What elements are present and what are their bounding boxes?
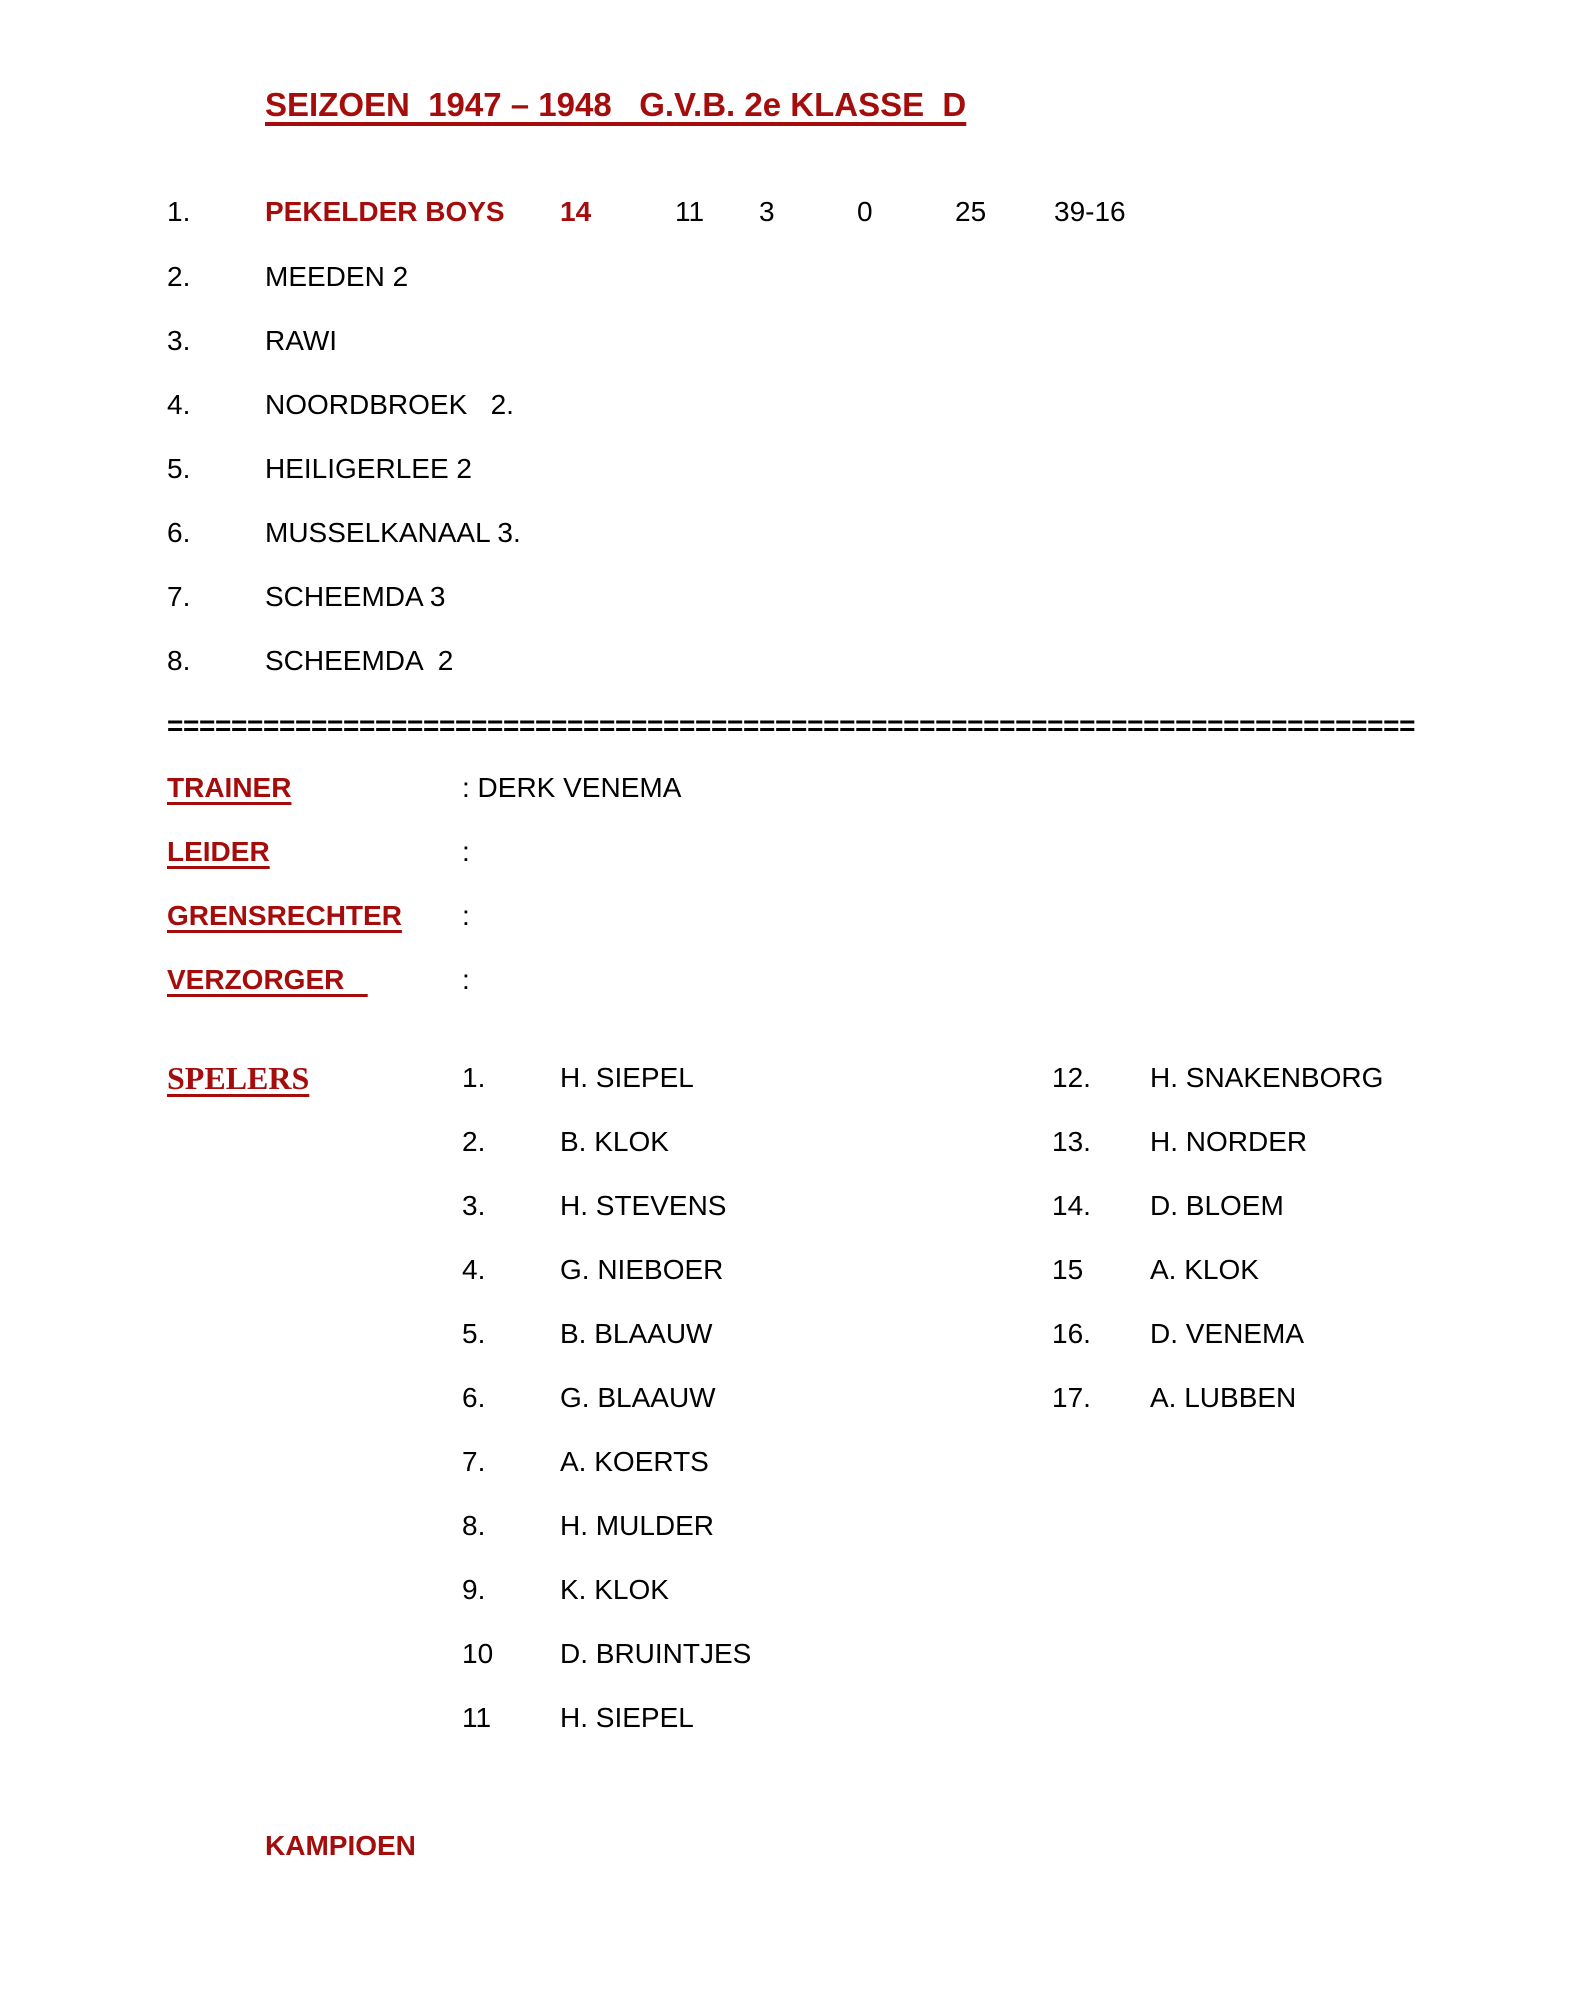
rank: 6. (167, 517, 191, 548)
player-name: H. SIEPEL (560, 1702, 694, 1733)
player-number: 16. (1052, 1318, 1091, 1349)
team-name: PEKELDER BOYS (265, 196, 505, 227)
player-number: 11 (462, 1702, 492, 1733)
player-name: H. MULDER (560, 1510, 715, 1541)
team-name: HEILIGERLEE 2 (265, 453, 472, 484)
player-number: 10 (462, 1638, 494, 1669)
player-number: 17. (1052, 1382, 1091, 1413)
player-number: 13. (1052, 1126, 1091, 1157)
player-number: 6. (462, 1382, 486, 1413)
player-number: 1. (462, 1062, 486, 1093)
rank: 3. (167, 325, 191, 356)
team-name: NOORDBROEK 2. (265, 389, 514, 420)
player-name: D. BLOEM (1150, 1190, 1284, 1221)
rank: 5. (167, 453, 191, 484)
player-name: A. KOERTS (560, 1446, 709, 1477)
staff-value: : (462, 964, 470, 995)
player-number: 15 (1052, 1254, 1084, 1285)
player-number: 12. (1052, 1062, 1091, 1093)
staff-role: GRENSRECHTER (167, 900, 402, 931)
player-number: 5. (462, 1318, 486, 1349)
lost: 0 (857, 196, 873, 227)
player-name: H. STEVENS (560, 1190, 727, 1221)
player-number: 9. (462, 1574, 486, 1605)
staff-value: : DERK VENEMA (462, 772, 682, 803)
goals: 39-16 (1054, 196, 1126, 227)
page-title: SEIZOEN 1947 – 1948 G.V.B. 2e KLASSE D (265, 86, 967, 123)
rank: 1. (167, 196, 191, 227)
played: 14 (560, 196, 592, 227)
rank: 4. (167, 389, 191, 420)
staff-role: LEIDER (167, 836, 270, 867)
player-number: 14. (1052, 1190, 1091, 1221)
drawn: 3 (759, 196, 775, 227)
separator-line: ============================================================================== (167, 710, 1416, 741)
player-name: D. BRUINTJES (560, 1638, 752, 1669)
player-number: 8. (462, 1510, 486, 1541)
points: 25 (955, 196, 987, 227)
player-name: G. BLAAUW (560, 1382, 716, 1413)
player-name: G. NIEBOER (560, 1254, 724, 1285)
player-name: D. VENEMA (1150, 1318, 1305, 1349)
rank: 2. (167, 261, 191, 292)
staff-role: TRAINER (167, 772, 292, 803)
player-number: 7. (462, 1446, 486, 1477)
rank: 7. (167, 581, 191, 612)
staff-value: : (462, 900, 470, 931)
player-name: A. KLOK (1150, 1254, 1259, 1285)
player-name: B. KLOK (560, 1126, 669, 1157)
staff-value: : (462, 836, 470, 867)
team-name: SCHEEMDA 2 (265, 645, 454, 676)
players-label: SPELERS (167, 1060, 310, 1096)
player-name: H. NORDER (1150, 1126, 1308, 1157)
player-name: H. SIEPEL (560, 1062, 694, 1093)
player-number: 4. (462, 1254, 486, 1285)
rank: 8. (167, 645, 191, 676)
player-name: K. KLOK (560, 1574, 669, 1605)
player-name: H. SNAKENBORG (1150, 1062, 1384, 1093)
team-name: MEEDEN 2 (265, 261, 409, 292)
staff-role: VERZORGER (167, 964, 368, 995)
team-name: SCHEEMDA 3 (265, 581, 446, 612)
player-name: A. LUBBEN (1150, 1382, 1297, 1413)
team-name: RAWI (265, 325, 338, 356)
champion-label: KAMPIOEN (265, 1830, 416, 1861)
player-number: 3. (462, 1190, 486, 1221)
team-name: MUSSELKANAAL 3. (265, 517, 521, 548)
won: 11 (675, 196, 705, 227)
player-number: 2. (462, 1126, 486, 1157)
player-name: B. BLAAUW (560, 1318, 713, 1349)
